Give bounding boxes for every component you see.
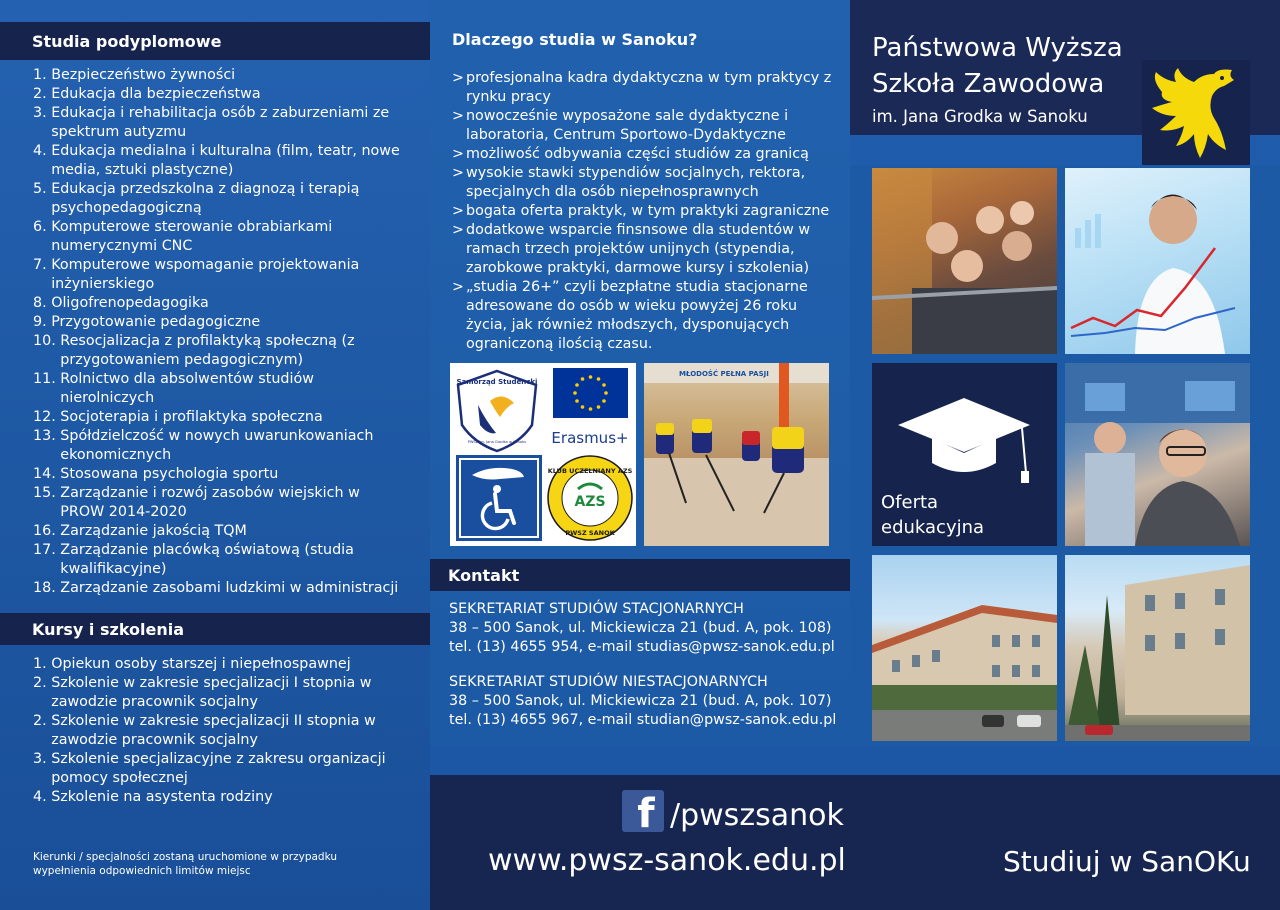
education-offer-label-line2: edukacyjna (881, 517, 985, 538)
education-offer-label-line1: Oferta (881, 492, 939, 513)
postgraduate-item-text: Przygotowanie pedagogiczne (51, 314, 261, 330)
course-item-text: Szkolenie na asystenta rodziny (51, 789, 273, 805)
postgraduate-heading (0, 22, 430, 60)
photo-banner-text: MŁODOŚĆ PEŁNA PASJI (679, 370, 769, 378)
facebook-icon[interactable] (622, 790, 664, 832)
why-item-text: bogata oferta praktyk, w tym praktyki zagraniczne (466, 203, 830, 219)
postgraduate-item (33, 465, 403, 484)
postgraduate-item (33, 85, 403, 104)
contact-fulltime (449, 600, 844, 657)
postgraduate-item-number: 10. (33, 333, 61, 349)
why-item (452, 221, 837, 278)
university-name-line2: Szkoła Zawodowa (872, 69, 1105, 99)
azs-club-subtitle: PWSZ SANOK (565, 529, 615, 537)
postgraduate-item (33, 541, 403, 579)
postgraduate-item-text: Zarządzanie zasobami ludzkimi w administracji (60, 580, 399, 596)
course-item-number: 2. (33, 675, 52, 691)
floorball-photo-graphic (644, 363, 829, 546)
why-item (452, 164, 837, 202)
slogan: Studiuj w SanOKu (1003, 845, 1251, 878)
partner-logos-graphic (450, 363, 636, 546)
course-item-text: Szkolenie specjalizacyjne z zakresu organizacji pomocy społecznej (51, 751, 386, 786)
postgraduate-item-number: 12. (33, 409, 61, 425)
course-item (33, 750, 403, 788)
why-heading: Dlaczego studia w Sanoku? (452, 30, 698, 49)
postgraduate-item-number: 9. (33, 314, 52, 330)
postgraduate-item (33, 332, 403, 370)
why-item (452, 145, 837, 164)
postgraduate-list (33, 66, 403, 598)
postgraduate-item (33, 294, 403, 313)
campus-building-side-photo (1065, 555, 1250, 741)
postgraduate-item (33, 142, 403, 180)
postgraduate-item-number: 18. (33, 580, 61, 596)
contact-parttime-phone[interactable]: tel. (13) 4655 967, e-mail studian@pwsz-sanok.edu.pl (449, 712, 837, 728)
postgraduate-item-number: 1. (33, 67, 52, 83)
contact-fulltime-address: 38 – 500 Sanok, ul. Mickiewicza 21 (bud. A, pok. 108) (449, 620, 832, 636)
why-item-bullet: > (452, 108, 464, 124)
contact-parttime-address: 38 – 500 Sanok, ul. Mickiewicza 21 (bud. A, pok. 107) (449, 693, 832, 709)
course-item-text: Szkolenie w zakresie specjalizacji II stopnia w zawodzie pracownik socjalny (51, 713, 376, 748)
contact-parttime-title: SEKRETARIAT STUDIÓW NIESTACJONARNYCH (449, 674, 768, 690)
courses-heading (0, 613, 430, 645)
postgraduate-item-number: 17. (33, 542, 61, 558)
postgraduate-item-text: Rolnictwo dla absolwentów studiów nierolniczych (60, 371, 314, 406)
postgraduate-item-text: Edukacja medialna i kulturalna (film, teatr, nowe media, sztuki plastyczne) (51, 143, 400, 178)
azs-club-title: KLUB UCZELNIANY AZS (547, 467, 633, 475)
course-item (33, 674, 403, 712)
postgraduate-item (33, 66, 403, 85)
postgraduate-item (33, 522, 403, 541)
campus-building-side-graphic (1065, 555, 1250, 741)
course-item (33, 655, 403, 674)
business-chart-graphic (1065, 168, 1250, 354)
postgraduate-item (33, 256, 403, 294)
why-item (452, 278, 837, 354)
postgraduate-item-text: Bezpieczeństwo żywności (51, 67, 236, 83)
postgraduate-item-number: 5. (33, 181, 52, 197)
contact-heading-text: Kontakt (448, 565, 520, 585)
why-item (452, 107, 837, 145)
computer-lab-graphic (1065, 363, 1250, 546)
website-link[interactable]: www.pwsz-sanok.edu.pl (488, 843, 846, 878)
why-item-text: profesjonalna kadra dydaktyczna w tym praktycy z rynku pracy (466, 70, 832, 105)
postgraduate-item-text: Stosowana psychologia sportu (60, 466, 279, 482)
postgraduate-item-number: 6. (33, 219, 52, 235)
campus-building-photo (872, 555, 1057, 741)
postgraduate-item (33, 180, 403, 218)
course-item-number: 3. (33, 751, 52, 767)
postgraduate-heading-text: Studia podyplomowe (32, 31, 222, 51)
course-item-number: 2. (33, 713, 52, 729)
business-chart-photo (1065, 168, 1250, 354)
postgraduate-item-text: Oligofrenopedagogika (51, 295, 209, 311)
facebook-handle[interactable]: /pwszsanok (670, 798, 844, 833)
postgraduate-item (33, 484, 403, 522)
postgraduate-item (33, 370, 403, 408)
course-item (33, 712, 403, 750)
why-item-text: dodatkowe wsparcie finsnsowe dla studentów w ramach trzech projektów unijnych (stypendia, zarobkowe praktyki, darmowe kursy i szkolenia) (466, 222, 811, 276)
contact-fulltime-title: SEKRETARIAT STUDIÓW STACJONARNYCH (449, 601, 744, 617)
courses-heading-text: Kursy i szkolenia (32, 619, 185, 639)
partner-logos (450, 363, 636, 546)
postgraduate-item-number: 16. (33, 523, 61, 539)
contact-fulltime-phone[interactable]: tel. (13) 4655 954, e-mail studias@pwsz-sanok.edu.pl (449, 639, 835, 655)
course-item-text: Szkolenie w zakresie specjalizacji I stopnia w zawodzie pracownik socjalny (51, 675, 372, 710)
floorball-photo (644, 363, 829, 546)
postgraduate-item-text: Spółdzielczość w nowych uwarunkowaniach ekonomicznych (60, 428, 374, 463)
why-item-text: nowocześnie wyposażone sale dydaktyczne i laboratoria, Centrum Sportowo-Dydaktyczne (466, 108, 789, 143)
postgraduate-item (33, 104, 403, 142)
why-item-bullet: > (452, 222, 464, 238)
student-council-subtitle: PWSZ im. Jana Grodka w Sanoku (467, 440, 527, 444)
postgraduate-item-text: Zarządzanie jakością TQM (60, 523, 247, 539)
azs-club-logo (548, 456, 633, 540)
contact-parttime (449, 673, 844, 730)
accessibility-icon (456, 455, 542, 541)
postgraduate-item-number: 7. (33, 257, 52, 273)
why-item-bullet: > (452, 146, 464, 162)
facebook-icon-letter: f (637, 791, 655, 832)
why-item (452, 69, 837, 107)
postgraduate-item (33, 427, 403, 465)
university-name (872, 30, 1142, 102)
postgraduate-item-number: 4. (33, 143, 52, 159)
contact-heading (430, 559, 850, 591)
why-item-bullet: > (452, 279, 464, 295)
footnote: Kierunki / specjalności zostaną uruchomione w przypadku wypełnienia odpowiednich limitów miejsc (33, 851, 338, 877)
why-item-text: możliwość odbywania części studiów za granicą (466, 146, 809, 162)
azs-letters: AZS (574, 494, 606, 510)
postgraduate-item-number: 3. (33, 105, 52, 121)
computer-lab-photo (1065, 363, 1250, 546)
postgraduate-item-text: Resocjalizacja z profilaktyką społeczną (z przygotowaniem pedagogicznym) (60, 333, 355, 368)
postgraduate-item (33, 218, 403, 256)
postgraduate-item-text: Edukacja i rehabilitacja osób z zaburzeniami ze spektrum autyzmu (51, 105, 390, 140)
postgraduate-item-text: Komputerowe sterowanie obrabiarkami numerycznymi CNC (51, 219, 333, 254)
why-item (452, 202, 837, 221)
why-list (452, 69, 837, 354)
university-name-line1: Państwowa Wyższa (872, 33, 1123, 63)
why-item-bullet: > (452, 203, 464, 219)
course-item (33, 788, 403, 807)
postgraduate-item-text: Zarządzanie i rozwój zasobów wiejskich w PROW 2014-2020 (60, 485, 360, 520)
postgraduate-item-text: Edukacja dla bezpieczeństwa (51, 86, 261, 102)
postgraduate-item (33, 579, 403, 598)
university-subtitle: im. Jana Grodka w Sanoku (872, 107, 1088, 126)
postgraduate-item-number: 11. (33, 371, 61, 387)
postgraduate-item-number: 2. (33, 86, 52, 102)
postgraduate-item-number: 14. (33, 466, 61, 482)
eagle-icon (1142, 60, 1250, 165)
campus-building-graphic (872, 555, 1057, 741)
footer-stripe (430, 745, 1280, 775)
why-item-text: „studia 26+” czyli bezpłatne studia stacjonarne adresowane do osób w wieku powyżej 26 roku życia, jak również młodszych, dysponujących ograniczoną ilością czasu. (466, 279, 808, 352)
postgraduate-item-text: Zarządzanie placówką oświatową (studia kwalifikacyjne) (60, 542, 354, 577)
erasmus-label: Erasmus+ (551, 429, 629, 447)
why-item-text: wysokie stawki stypendiów socjalnych, rektora, specjalnych dla osób niepełnosprawnych (466, 165, 806, 200)
education-offer-label (881, 490, 984, 540)
postgraduate-item-text: Edukacja przedszkolna z diagnozą i terapią psychopedagogiczną (51, 181, 360, 216)
graduation-cap-icon (872, 363, 1057, 483)
postgraduate-item (33, 408, 403, 427)
course-item-text: Opiekun osoby starszej i niepełnospawnej (51, 656, 351, 672)
students-photo-graphic (872, 168, 1057, 354)
courses-list (33, 655, 403, 807)
why-item-bullet: > (452, 70, 464, 86)
postgraduate-item-text: Komputerowe wspomaganie projektowania inżynierskiego (51, 257, 360, 292)
postgraduate-item-number: 13. (33, 428, 61, 444)
student-council-title: Samorząd Studencki (456, 378, 538, 386)
eu-flag-logo (551, 368, 628, 447)
course-item-number: 1. (33, 656, 52, 672)
postgraduate-item-number: 15. (33, 485, 61, 501)
postgraduate-item (33, 313, 403, 332)
why-item-bullet: > (452, 165, 464, 181)
course-item-number: 4. (33, 789, 52, 805)
postgraduate-item-number: 8. (33, 295, 52, 311)
student-council-logo (457, 371, 538, 451)
students-photo (872, 168, 1057, 354)
university-eagle-logo (1142, 60, 1250, 165)
postgraduate-item-text: Socjoterapia i profilaktyka społeczna (60, 409, 323, 425)
